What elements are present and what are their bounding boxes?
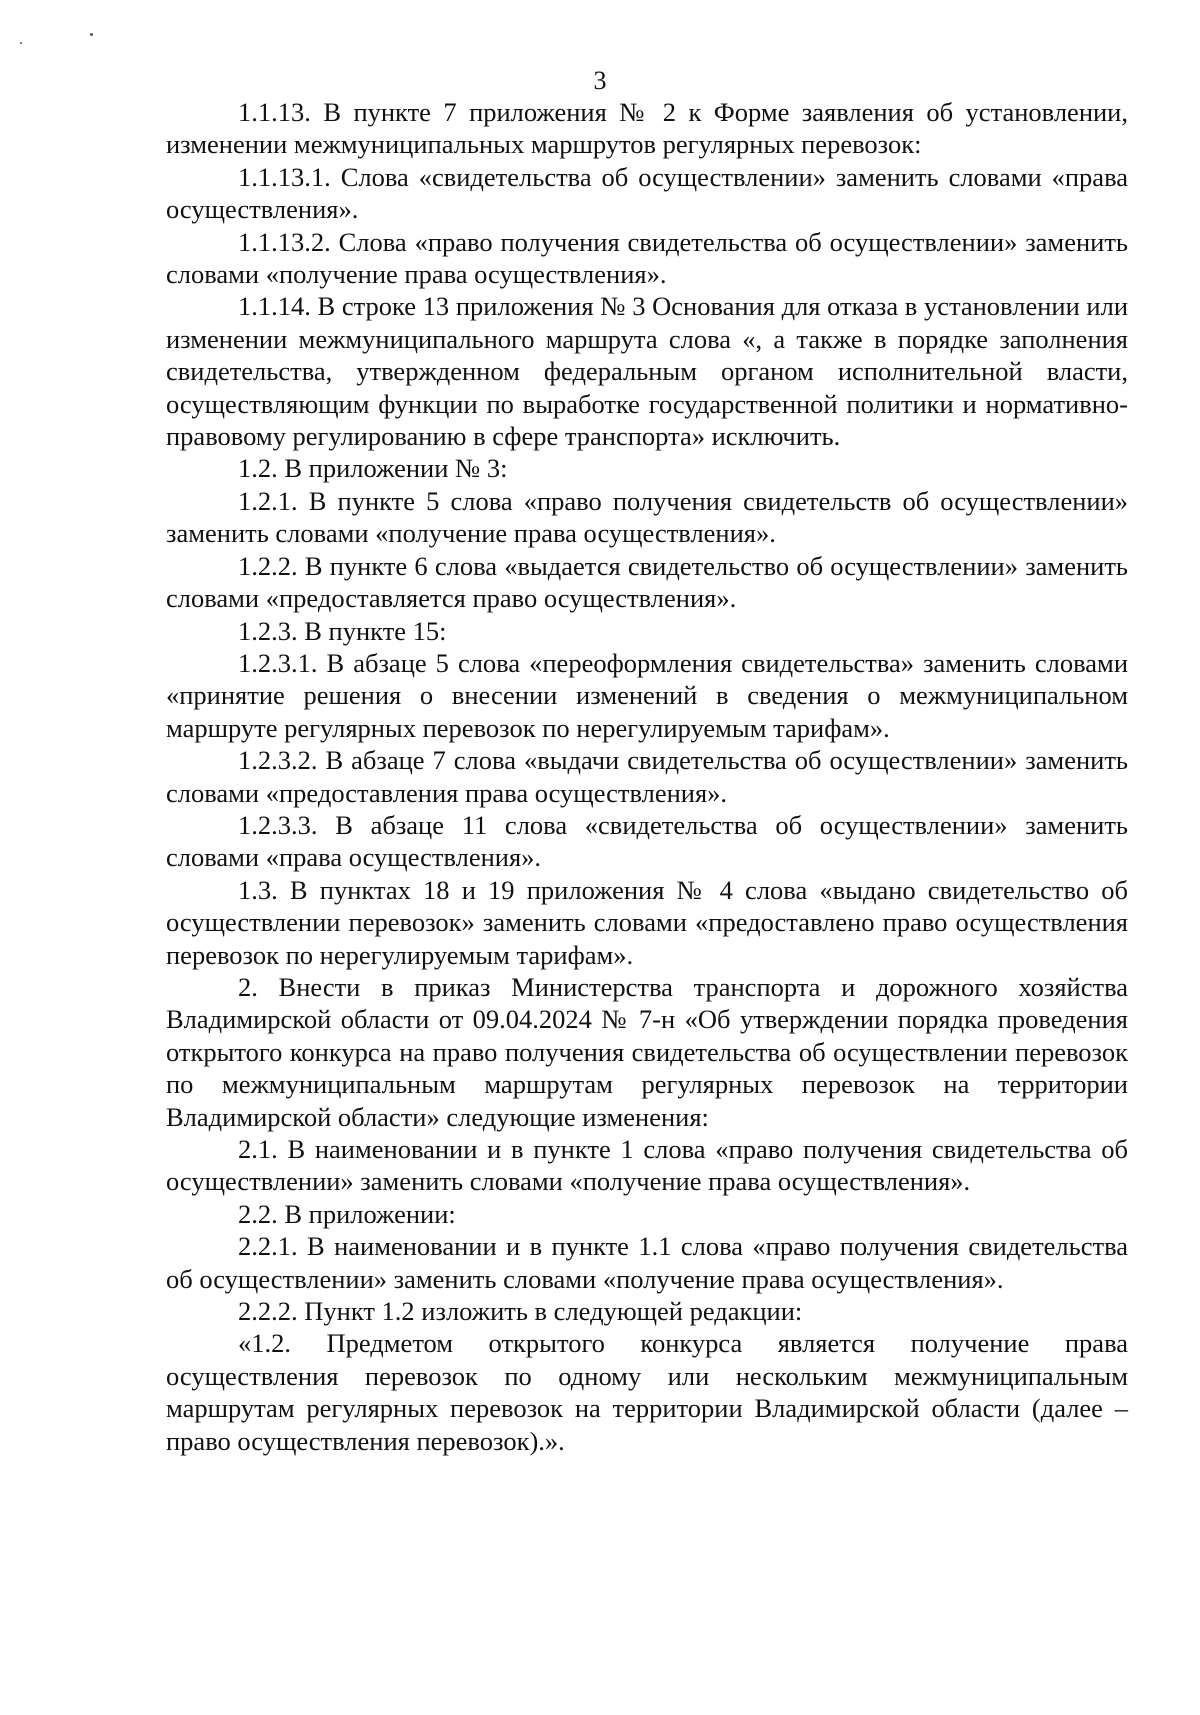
paragraph-quote-1-2: «1.2. Предметом открытого конкурса является получение права осуществления перевозок по одному или нескольким межмуниципальным маршрутам регулярных перевозок на территории Владимирской области (далее – право осуществления перевозок).». <box>166 1328 1128 1456</box>
paragraph-1-3: 1.3. В пунктах 18 и 19 приложения № 4 слова «выдано свидетельство об осуществлении перевозок» заменить словами «предоставлено право осуществления перевозок по нерегулируемым тарифам». <box>166 874 1128 970</box>
paragraph-1-1-13-2: 1.1.13.2. Слова «право получения свидетельства об осуществлении» заменить словами «получение права осуществления». <box>166 226 1128 290</box>
paragraph-2-2: 2.2. В приложении: <box>238 1198 456 1229</box>
paragraph-2-1: 2.1. В наименовании и в пункте 1 слова «право получения свидетельства об осуществлении» заменить словами «получение права осуществления». <box>166 1134 1128 1197</box>
document-body <box>166 96 1128 1457</box>
paragraph-1-2-3-3: 1.2.3.3. В абзаце 11 слова «свидетельства об осуществлении» заменить словами «права осуществления». <box>166 809 1128 873</box>
page-number: 3 <box>593 66 607 95</box>
paragraph-2: 2. Внести в приказ Министерства транспорта и дорожного хозяйства Владимирской области от 09.04.2024 № 7-н «Об утверждении порядка проведения открытого конкурса на право получения свидетельства об осуществлении перевозок по межмуниципальным маршрутам регулярных перевозок на территории Владимирской области» следующие изменения: <box>166 971 1128 1132</box>
paragraph-1-2-3-2: 1.2.3.2. В абзаце 7 слова «выдачи свидетельства об осуществлении» заменить словами «предоставления права осуществления». <box>166 745 1128 808</box>
paragraph-1-2: 1.2. В приложении № 3: <box>238 453 508 484</box>
paragraph-1-2-1: 1.2.1. В пункте 5 слова «право получения свидетельств об осуществлении» заменить словами «получение права осуществления». <box>166 485 1128 549</box>
paragraph-1-2-2: 1.2.2. В пункте 6 слова «выдается свидетельство об осуществлении» заменить словами «предоставляется право осуществления». <box>166 550 1128 614</box>
paragraph-1-2-3-1: 1.2.3.1. В абзаце 5 слова «переоформления свидетельства» заменить словами «принятие решения о внесении изменений в сведения о межмуниципальном маршруте регулярных перевозок по нерегулируемым тарифам». <box>166 647 1128 743</box>
paragraph-2-2-2: 2.2.2. Пункт 1.2 изложить в следующей редакции: <box>238 1296 803 1327</box>
paragraph-1-1-14: 1.1.14. В строке 13 приложения № 3 Основания для отказа в установлении или изменении межмуниципального маршрута слова «, а также в порядке заполнения свидетельства, утвержденном федеральным органом исполнительной власти, осуществляющим функции по выработке государственной политики и нормативно-правовому регулированию в сфере транспорта» исключить. <box>166 291 1128 452</box>
scan-speck <box>20 42 22 44</box>
paragraph-1-1-13: 1.1.13. В пункте 7 приложения № 2 к Форме заявления об установлении, изменении межмуниципальных маршрутов регулярных перевозок: <box>166 97 1128 160</box>
paragraph-2-2-1: 2.2.1. В наименовании и в пункте 1.1 слова «право получения свидетельства об осуществлении» заменить словами «получение права осуществления». <box>166 1231 1128 1294</box>
paragraph-1-2-3: 1.2.3. В пункте 15: <box>238 615 447 646</box>
paragraph-1-1-13-1: 1.1.13.1. Слова «свидетельства об осуществлении» заменить словами «права осуществления». <box>166 161 1128 225</box>
scan-speck <box>90 33 93 36</box>
